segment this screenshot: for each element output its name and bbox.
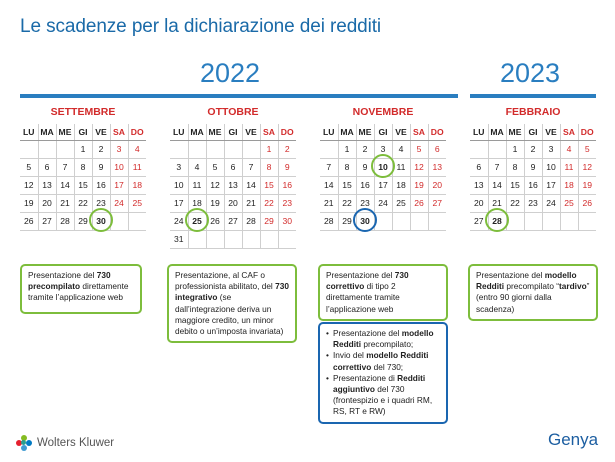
- calendar-day: 7: [488, 158, 506, 176]
- calendar-day: 23: [356, 194, 374, 212]
- calendar-day: 7: [242, 158, 260, 176]
- weekday-header: MA: [488, 124, 506, 140]
- calendar-day: 17: [170, 194, 188, 212]
- calendar-day: 11: [560, 158, 578, 176]
- deadline-note-item: • Presentazione del modello Redditi precompilato;: [326, 328, 440, 350]
- weekday-header: ME: [506, 124, 524, 140]
- calendar-day: 28: [320, 212, 338, 230]
- calendar-day: 12: [206, 176, 224, 194]
- calendar-day: [278, 230, 296, 248]
- calendar-day: 2: [278, 140, 296, 158]
- calendar-day: 17: [110, 176, 128, 194]
- calendar-day: [56, 140, 74, 158]
- calendar-day: 9: [92, 158, 110, 176]
- calendar-day: 14: [242, 176, 260, 194]
- calendar-day: 19: [578, 176, 596, 194]
- calendar-day: 26: [206, 212, 224, 230]
- calendar-day: 5: [20, 158, 38, 176]
- weekday-header: MA: [188, 124, 206, 140]
- weekday-header: VE: [542, 124, 560, 140]
- calendar-day: [320, 140, 338, 158]
- weekday-header: GI: [74, 124, 92, 140]
- deadline-note: Presentazione del modello Redditi precompilato “tardivo” (entro 90 giorni dalla scadenza): [468, 264, 598, 321]
- calendar-day: 16: [356, 176, 374, 194]
- calendar-day: 14: [320, 176, 338, 194]
- calendar-day: 20: [428, 176, 446, 194]
- calendar-day: 28: [56, 212, 74, 230]
- calendar-day: 22: [506, 194, 524, 212]
- calendar-day: 3: [542, 140, 560, 158]
- calendar-day: 9: [356, 158, 374, 176]
- calendar-day: 30: [92, 212, 110, 230]
- weekday-header: SA: [560, 124, 578, 140]
- weekday-header: GI: [524, 124, 542, 140]
- calendar-day: 1: [260, 140, 278, 158]
- calendar-day: 2: [92, 140, 110, 158]
- calendar-day: 10: [110, 158, 128, 176]
- month-name: SETTEMBRE: [50, 106, 116, 118]
- calendar-day: 11: [128, 158, 146, 176]
- genya-brand: Genya: [548, 430, 599, 449]
- calendar-day: 18: [128, 176, 146, 194]
- calendar-day: 24: [542, 194, 560, 212]
- calendar-day: 6: [428, 140, 446, 158]
- calendar-day: 24: [374, 194, 392, 212]
- calendar-day: [170, 140, 188, 158]
- calendar-day: 10: [542, 158, 560, 176]
- wolters-kluwer-logo-icon: [16, 435, 32, 451]
- calendar-settembre: [20, 124, 146, 231]
- calendar-day: [224, 140, 242, 158]
- deadline-circle: [371, 154, 395, 178]
- calendar-ottobre: [170, 124, 296, 249]
- calendar-day: 8: [338, 158, 356, 176]
- calendar-day: 10: [170, 176, 188, 194]
- calendar-day: 18: [560, 176, 578, 194]
- calendar-day: 30: [356, 212, 374, 230]
- deadline-circle: [89, 208, 113, 232]
- calendar-day: 4: [392, 140, 410, 158]
- calendar-day: [38, 140, 56, 158]
- deadline-circle: [353, 208, 377, 232]
- calendar-day: 9: [278, 158, 296, 176]
- calendar-day: 20: [38, 194, 56, 212]
- month-name: NOVEMBRE: [352, 106, 414, 118]
- calendar-day: 14: [488, 176, 506, 194]
- calendar-day: 21: [488, 194, 506, 212]
- calendar-day: 7: [56, 158, 74, 176]
- weekday-header: ME: [56, 124, 74, 140]
- weekday-header: LU: [320, 124, 338, 140]
- calendar-day: 5: [206, 158, 224, 176]
- calendar-day: [242, 230, 260, 248]
- year-2023: 2023: [500, 58, 561, 88]
- calendar-day: 3: [170, 158, 188, 176]
- calendar-day: 19: [20, 194, 38, 212]
- calendar-day: 6: [38, 158, 56, 176]
- calendar-day: 29: [260, 212, 278, 230]
- weekday-header: VE: [242, 124, 260, 140]
- calendar-day: 6: [470, 158, 488, 176]
- calendar-day: [560, 212, 578, 230]
- weekday-header: SA: [260, 124, 278, 140]
- weekday-header: VE: [392, 124, 410, 140]
- calendar-day: 4: [560, 140, 578, 158]
- calendar-day: 25: [560, 194, 578, 212]
- calendar-day: 5: [578, 140, 596, 158]
- calendar-day: 25: [392, 194, 410, 212]
- calendar-day: 29: [74, 212, 92, 230]
- calendar-day: 16: [524, 176, 542, 194]
- calendar-day: 25: [188, 212, 206, 230]
- calendar-day: [224, 230, 242, 248]
- calendar-day: 9: [524, 158, 542, 176]
- calendar-day: 24: [110, 194, 128, 212]
- calendar-day: [188, 230, 206, 248]
- deadline-note: Presentazione, al CAF o professionista abilitato, del 730 integrativo (se dall’integrazione deriva un maggiore credito, un minor debito o un’imposta invariata): [167, 264, 297, 343]
- wolters-kluwer-brand: [16, 435, 114, 451]
- calendar-day: 11: [392, 158, 410, 176]
- calendar-day: 23: [524, 194, 542, 212]
- calendar-day: 7: [320, 158, 338, 176]
- month-name: FEBBRAIO: [505, 106, 561, 118]
- calendar-day: 23: [92, 194, 110, 212]
- calendar-day: 1: [338, 140, 356, 158]
- calendar-day: [542, 212, 560, 230]
- weekday-header: SA: [410, 124, 428, 140]
- calendar-day: 8: [260, 158, 278, 176]
- calendar-day: [392, 212, 410, 230]
- calendar-day: 26: [410, 194, 428, 212]
- weekday-header: LU: [470, 124, 488, 140]
- calendar-day: 8: [506, 158, 524, 176]
- calendar-day: 18: [392, 176, 410, 194]
- calendar-day: 19: [410, 176, 428, 194]
- calendar-day: 12: [20, 176, 38, 194]
- calendar-day: 27: [224, 212, 242, 230]
- weekday-header: DO: [428, 124, 446, 140]
- deadline-note-item: • Presentazione di Redditi aggiuntivo del 730 (frontespizio e i quadri RM, RS, RT e RW): [326, 373, 440, 418]
- weekday-header: LU: [170, 124, 188, 140]
- calendar-day: [410, 212, 428, 230]
- calendar-day: 20: [224, 194, 242, 212]
- calendar-day: 2: [356, 140, 374, 158]
- calendar-day: [188, 140, 206, 158]
- calendar-day: 8: [74, 158, 92, 176]
- calendar-day: 10: [374, 158, 392, 176]
- calendar-day: 1: [74, 140, 92, 158]
- calendar-day: 22: [260, 194, 278, 212]
- weekday-header: VE: [92, 124, 110, 140]
- calendar-day: 1: [506, 140, 524, 158]
- weekday-header: ME: [206, 124, 224, 140]
- calendar-day: [242, 140, 260, 158]
- calendar-day: [428, 212, 446, 230]
- weekday-header: GI: [374, 124, 392, 140]
- calendar-day: 30: [278, 212, 296, 230]
- calendar-day: 18: [188, 194, 206, 212]
- calendar-day: 11: [188, 176, 206, 194]
- calendar-day: 21: [242, 194, 260, 212]
- page-title: Le scadenze per la dichiarazione dei redditi: [20, 16, 382, 37]
- calendar-day: [260, 230, 278, 248]
- calendar-day: 20: [470, 194, 488, 212]
- calendar-day: 15: [506, 176, 524, 194]
- calendar-day: [206, 140, 224, 158]
- calendar-day: 15: [260, 176, 278, 194]
- calendar-day: 27: [38, 212, 56, 230]
- calendar-day: 26: [20, 212, 38, 230]
- deadline-note-item: • Invio del modello Redditi correttivo del 730;: [326, 350, 440, 372]
- wolters-kluwer-label: Wolters Kluwer: [37, 437, 115, 449]
- weekday-header: DO: [128, 124, 146, 140]
- deadline-note: Presentazione del 730 correttivo di tipo 2 direttamente tramite l’applicazione web: [318, 264, 448, 321]
- calendar-day: [524, 212, 542, 230]
- calendar-day: 16: [92, 176, 110, 194]
- calendar-day: 17: [374, 176, 392, 194]
- month-name: OTTOBRE: [207, 106, 259, 118]
- weekday-header: LU: [20, 124, 38, 140]
- deadline-circle: [485, 208, 509, 232]
- calendar-day: 13: [470, 176, 488, 194]
- calendar-day: 28: [242, 212, 260, 230]
- calendar-day: 21: [56, 194, 74, 212]
- weekday-header: DO: [578, 124, 596, 140]
- weekday-header: ME: [356, 124, 374, 140]
- calendar-day: [206, 230, 224, 248]
- calendar-day: 27: [470, 212, 488, 230]
- calendar-day: [488, 140, 506, 158]
- calendar-day: 21: [320, 194, 338, 212]
- calendar-day: 13: [38, 176, 56, 194]
- calendar-day: 3: [110, 140, 128, 158]
- weekday-header: MA: [38, 124, 56, 140]
- weekday-header: DO: [278, 124, 296, 140]
- calendar-day: 3: [374, 140, 392, 158]
- calendar-day: 22: [74, 194, 92, 212]
- calendar-day: 13: [224, 176, 242, 194]
- weekday-header: GI: [224, 124, 242, 140]
- calendar-day: 13: [428, 158, 446, 176]
- calendar-day: 12: [578, 158, 596, 176]
- calendar-day: [20, 140, 38, 158]
- deadline-note: Presentazione del 730 precompilato direttamente tramite l’applicazione web: [20, 264, 142, 314]
- calendar-day: 19: [206, 194, 224, 212]
- calendar-day: [578, 212, 596, 230]
- calendar-day: 5: [410, 140, 428, 158]
- calendar-day: 15: [74, 176, 92, 194]
- calendar-day: 27: [428, 194, 446, 212]
- deadline-note-list: [318, 322, 448, 424]
- calendar-day: 16: [278, 176, 296, 194]
- calendar-day: 25: [128, 194, 146, 212]
- calendar-day: 29: [338, 212, 356, 230]
- year-2022: 2022: [200, 58, 261, 88]
- calendar-day: 15: [338, 176, 356, 194]
- calendar-day: [128, 212, 146, 230]
- calendar-day: 6: [224, 158, 242, 176]
- deadline-circle: [185, 208, 209, 232]
- calendar-day: 4: [128, 140, 146, 158]
- calendar-day: 31: [170, 230, 188, 248]
- calendar-day: [470, 140, 488, 158]
- weekday-header: MA: [338, 124, 356, 140]
- calendar-day: 26: [578, 194, 596, 212]
- calendar-day: 12: [410, 158, 428, 176]
- calendar-day: 23: [278, 194, 296, 212]
- calendar-day: 4: [188, 158, 206, 176]
- calendar-day: 2: [524, 140, 542, 158]
- year-2023-line: [470, 94, 596, 98]
- year-2022-line: [20, 94, 458, 98]
- calendar-day: 14: [56, 176, 74, 194]
- calendar-day: 28: [488, 212, 506, 230]
- calendar-day: 17: [542, 176, 560, 194]
- weekday-header: SA: [110, 124, 128, 140]
- calendar-day: 22: [338, 194, 356, 212]
- calendar-day: 24: [170, 212, 188, 230]
